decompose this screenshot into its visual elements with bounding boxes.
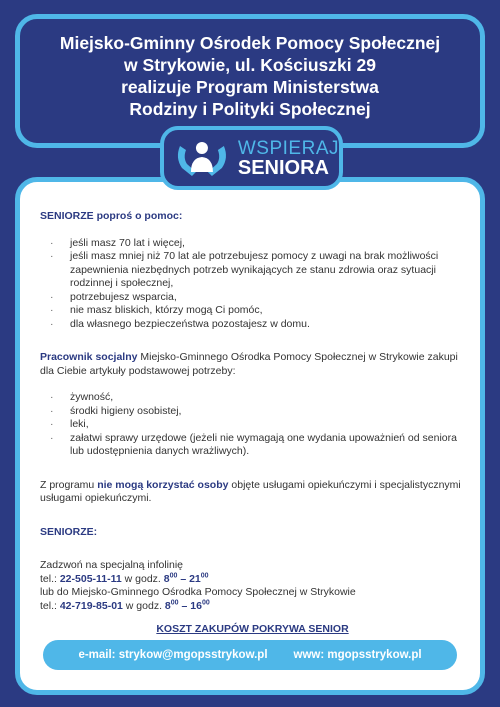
hours-prefix: w godz. (121, 572, 164, 585)
office-phone: 42-719-85-01 (59, 599, 123, 612)
list-item: · nie masz bliskich, którzy mogą Ci pomóc, (40, 304, 465, 318)
hours-prefix: w godz. (122, 599, 165, 612)
office-intro: lub do Miejsko-Gminnego Ośrodka Pomocy Społecznej w Strykowie (40, 586, 356, 598)
website-link[interactable]: www: mgopsstrykow.pl (293, 649, 422, 661)
list-item: · potrzebujesz wsparcia, (40, 291, 465, 305)
logo-text (238, 139, 339, 178)
tel-label: tel.: (40, 572, 60, 585)
program-logo (160, 126, 343, 190)
content-body (40, 210, 465, 637)
list-item: · środki higieny osobistej, (40, 405, 465, 419)
list-item: · dla własnego bezpieczeństwa pozostajesz w domu. (40, 318, 465, 332)
section3-before: Z programu (40, 478, 98, 491)
section3-text (40, 479, 465, 506)
title-line-1: Miejsko-Gminny Ośrodek Pomocy Społecznej (59, 33, 441, 53)
section2-lead-bold: Pracownik socjalny (40, 351, 138, 363)
section1-heading: SENIORZE poproś o pomoc: (40, 210, 183, 222)
section2-lead-rest: Miejsko-Gminnego Ośrodka Pomocy Społecznej w Strykowie zakupi dla Ciebie artykuły podstawowej potrzeby: (40, 351, 458, 377)
tel-label: tel.: (40, 599, 60, 612)
logo-word-2: SENIORA (237, 156, 329, 179)
content-panel (15, 177, 485, 695)
list-item: · żywność, (40, 391, 465, 405)
office-hours: $8^{00} - 16^{00}$ (164, 599, 210, 612)
section2-lead (40, 351, 465, 378)
hotline-phone-line (40, 573, 465, 587)
email-link[interactable]: e-mail: strykow@mgopsstrykow.pl (78, 649, 268, 661)
section4-heading: SENIORZE: (40, 525, 98, 538)
hands-protecting-person-icon (174, 136, 230, 180)
title-line-4: Rodziny i Polityki Społecznej (129, 99, 371, 119)
page-title (20, 32, 480, 120)
section3-after: objęte usługami opiekuńczymi i specjalistycznymi usługami opiekuńczymi. (40, 478, 461, 504)
list-item: · załatwi sprawy urzędowe (jeżeli nie wymagają one wydania upoważnień od seniora lub udostępnienia danych wrażliwych). (40, 432, 465, 459)
office-phone-line (40, 600, 465, 614)
section2-list (40, 391, 465, 459)
contact-bar (43, 640, 457, 670)
title-line-3: realizuje Program Ministerstwa (121, 77, 379, 97)
hotline-hours: $8^{00} - 21^{00}$ (163, 572, 209, 585)
list-item: · leki, (40, 418, 465, 432)
section3-bold: nie mogą korzystać osoby (97, 478, 229, 491)
title-line-2: w Strykowie, ul. Kościuszki 29 (124, 55, 376, 75)
cost-notice: KOSZT ZAKUPÓW POKRYWA SENIOR (156, 623, 349, 635)
list-item: · jeśli masz 70 lat i więcej, (40, 237, 465, 251)
list-item: · jeśli masz mniej niż 70 lat ale potrzebujesz pomocy z uwagi na brak możliwości zapewnienia niezbędnych potrzeb wynikających ze stanu zdrowia oraz sytuacji rodzinnej i społecznej, (40, 250, 465, 291)
section1-list (40, 237, 465, 332)
hotline-phone: 22-505-11-11 (59, 572, 122, 585)
logo-word-1: WSPIERAJ (237, 137, 339, 159)
hotline-intro: Zadzwoń na specjalną infolinię (40, 559, 184, 571)
